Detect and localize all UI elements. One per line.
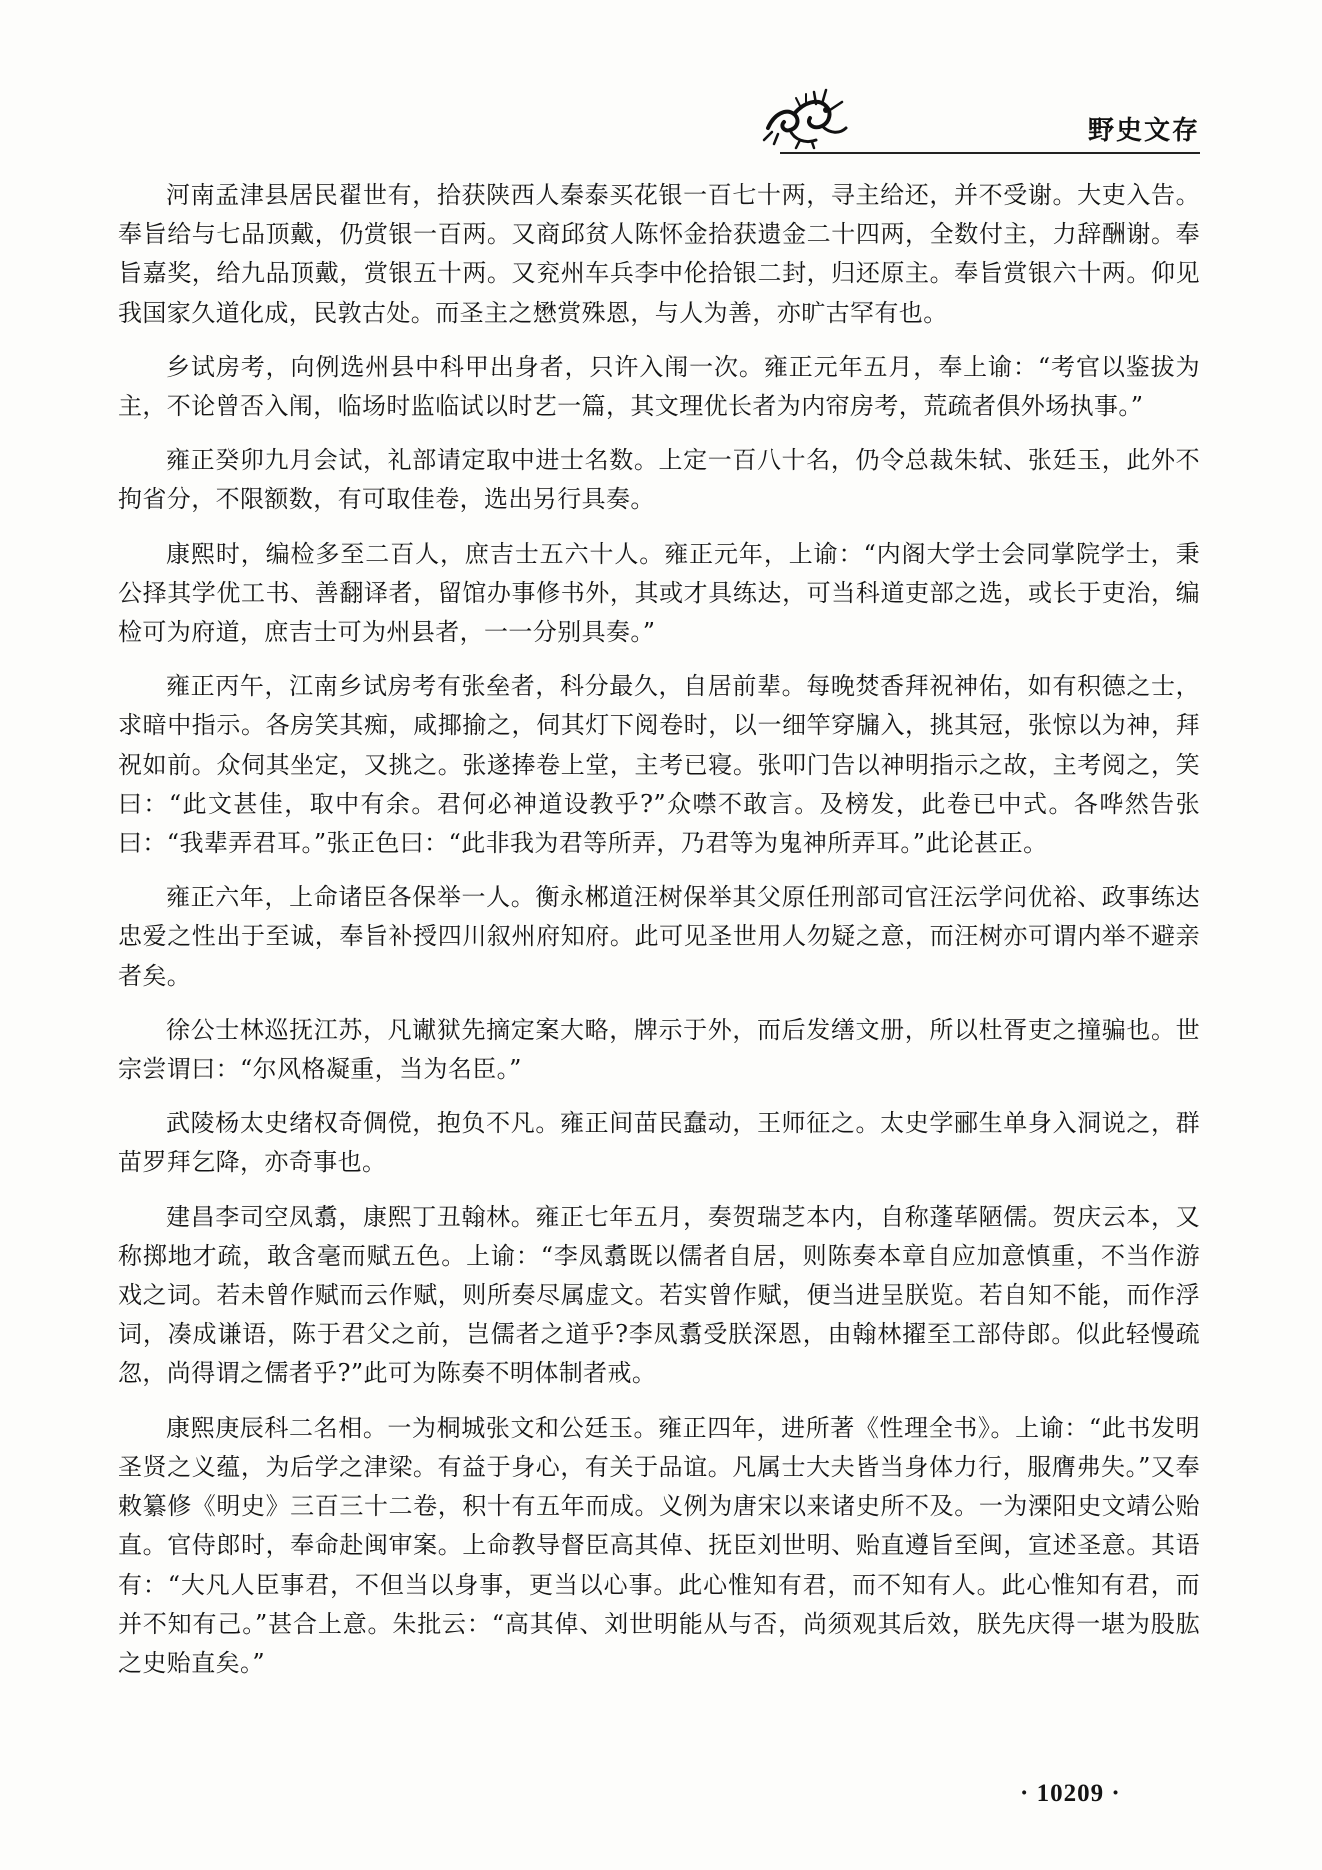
paragraph: 雍正癸卯九月会试，礼部请定取中进士名数。上定一百八十名，仍令总裁朱轼、张廷玉，此外不拘省分，不限额数，有可取佳卷，选出另行具奏。 (118, 446, 1200, 514)
paragraph: 乡试房考，向例选州县中科甲出身者，只许入闱一次。雍正元年五月，奉上谕：“考官以鉴拔为主，不论曾否入闱，临场时监临试以时艺一篇，其文理优长者为内帘房考，荒疏者俱外场执事。” (118, 352, 1200, 421)
body-text (118, 176, 1200, 1698)
paragraph: 雍正六年，上命诸臣各保举一人。衡永郴道汪树保举其父原任刑部司官汪沄学问优裕、政事练达忠爱之性出于至诚，奉旨补授四川叙州府知府。此可见圣世用人勿疑之意，而汪树亦可谓内举不避亲者矣。 (118, 883, 1200, 990)
header-divider (780, 152, 1200, 154)
page-number: · 10209 · (1020, 1780, 1121, 1807)
paragraph: 康熙时，编检多至二百人，庶吉士五六十人。雍正元年，上谕：“内阁大学士会同掌院学士，秉公择其学优工书、善翻译者，留馆办事修书外，其或才具练达，可当科道吏部之选，或长于吏治，编检可为府道，庶吉士可为州县者，一一分别具奏。” (118, 539, 1200, 647)
paragraph: 康熙庚辰科二名相。一为桐城张文和公廷玉。雍正四年，进所著《性理全书》。上谕：“此书发明圣贤之义蕴，为后学之津梁。有益于身心，有关于品谊。凡属士大夫皆当身体力行，服膺弗失。”又奉敕纂修《明史》三百三十二卷，积十有五年而成。义例为唐宋以来诸史所不及。一为溧阳史文靖公贻直。官侍郎时，奉命赴闽审案。上命教导督臣高其倬、抚臣刘世明、贻直遵旨至闽，宣述圣意。其语有：“大凡人臣事君，不但当以身事，更当以心事。此心惟知有君，而不知有人。此心惟知有君，而并不知有己。”甚合上意。朱批云：“高其倬、刘世明能从与否，尚须观其后效，朕先庆得一堪为股肱之史贻直矣。” (118, 1413, 1200, 1677)
page-header (760, 80, 1200, 160)
dragon-emblem-icon (760, 84, 852, 150)
paragraph: 徐公士林巡抚江苏，凡谳狱先摘定案大略，牌示于外，而后发缮文册，所以杜胥吏之撞骗也。世宗尝谓曰：“尔风格凝重，当为名臣。” (118, 1015, 1200, 1084)
paragraph: 武陵杨太史绪权奇倜傥，抱负不凡。雍正间苗民蠢动，王师征之。太史学郦生单身入洞说之，群苗罗拜乞降，亦奇事也。 (118, 1109, 1200, 1177)
series-title: 野史文存 (1087, 116, 1200, 146)
paragraph: 雍正丙午，江南乡试房考有张垒者，科分最久，自居前辈。每晚焚香拜祝神佑，如有积德之士，求暗中指示。各房笑其痴，咸揶揄之，伺其灯下阅卷时，以一细竿穿牖入，挑其冠，张惊以为神，拜祝如前。众伺其坐定，又挑之。张遂捧卷上堂，主考已寝。张叩门告以神明指示之故，主考阅之，笑曰：“此文甚佳，取中有余。君何必神道设教乎?”众噤不敢言。及榜发，此卷已中式。各哗然告张曰：“我辈弄君耳。”张正色曰：“此非我为君等所弄，乃君等为鬼神所弄耳。”此论甚正。 (118, 672, 1200, 858)
paragraph: 河南孟津县居民翟世有，拾获陕西人秦泰买花银一百七十两，寻主给还，并不受谢。大吏入告。奉旨给与七品顶戴，仍赏银一百两。又商邱贫人陈怀金拾获遗金二十四两，全数付主，力辞酬谢。奉旨嘉奖，给九品顶戴，赏银五十两。又兖州车兵李中伦拾银二封，归还原主。奉旨赏银六十两。仰见我国家久道化成，民敦古处。而圣主之懋赏殊恩，与人为善，亦旷古罕有也。 (118, 181, 1200, 327)
paragraph: 建昌李司空凤翥，康熙丁丑翰林。雍正七年五月，奏贺瑞芝本内，自称蓬荜陋儒。贺庆云本，又称掷地才疏，敢含毫而赋五色。上谕：“李凤翥既以儒者自居，则陈奏本章自应加意慎重，不当作游戏之词。若未曾作赋而云作赋，则所奏尽属虚文。若实曾作赋，便当进呈朕览。若自知不能，而作浮词，凑成谦语，陈于君父之前，岂儒者之道乎?李凤翥受朕深恩，由翰林擢至工部侍郎。似此轻慢疏忽，尚得谓之儒者乎?”此可为陈奏不明体制者戒。 (118, 1202, 1200, 1388)
